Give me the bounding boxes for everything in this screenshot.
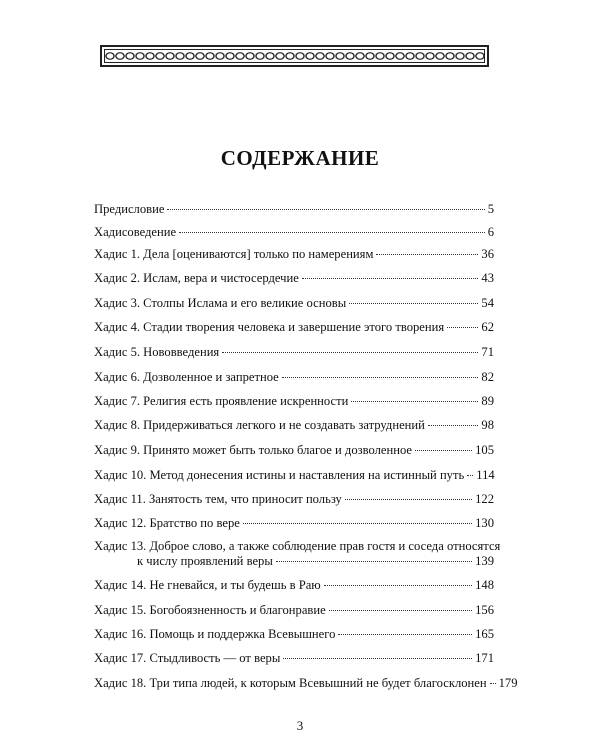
toc-entry-hadith-studies[interactable] (94, 225, 494, 240)
dot-leader (282, 377, 479, 378)
toc-entry-hadith-3[interactable] (94, 296, 494, 311)
toc-entry-title: Хадис 4. Стадии творения человека и завершение этого творения (94, 320, 445, 334)
toc-entry-hadith-5[interactable] (94, 345, 494, 360)
toc-entry-title: Хадис 1. Дела [оцениваются] только по намерениям (94, 247, 374, 261)
toc-entry-page: 179 (498, 676, 518, 690)
dot-leader (324, 585, 472, 586)
toc-entry-page: 98 (481, 418, 494, 432)
dot-leader (351, 401, 478, 402)
toc-entry-page: 89 (481, 394, 494, 408)
toc-entry-title: Хадис 9. Принято может быть только благое и дозволенное (94, 443, 412, 457)
toc-entry-title: Хадис 8. Придерживаться легкого и не создавать затруднений (94, 418, 425, 432)
toc-entry-hadith-13[interactable] (94, 539, 501, 569)
toc-entry-page: 43 (481, 271, 494, 285)
toc-entry-title-line2: к числу проявлений веры (137, 554, 273, 568)
toc-entry-title: Хадис 14. Не гневайся, и ты будешь в Раю (94, 578, 321, 592)
toc-entry-hadith-18[interactable] (94, 676, 518, 691)
toc-entry-page: 71 (481, 345, 494, 359)
toc-entry-title: Хадис 11. Занятость тем, что приносит пользу (94, 492, 342, 506)
dot-leader (490, 683, 496, 684)
toc-entry-title: Предисловие (94, 202, 165, 216)
toc-entry-hadith-1[interactable] (94, 247, 494, 262)
toc-entry-hadith-9[interactable] (94, 443, 494, 458)
dot-leader (376, 254, 478, 255)
dot-leader (167, 209, 484, 210)
toc-entry-hadith-17[interactable] (94, 651, 494, 666)
toc-entry-hadith-15[interactable] (94, 603, 494, 618)
toc-entry-hadith-6[interactable] (94, 370, 494, 385)
toc-entry-hadith-2[interactable] (94, 271, 494, 286)
toc-entry-hadith-10[interactable] (94, 468, 494, 483)
toc-entry-page: 139 (475, 554, 494, 568)
toc-entry-title: Хадис 15. Богобоязненность и благонравие (94, 603, 326, 617)
toc-entry-page: 122 (475, 492, 494, 506)
toc-entry-hadith-12[interactable] (94, 516, 494, 531)
dot-leader (415, 450, 472, 451)
ornament-pattern (104, 49, 485, 63)
toc-entry-title-line1: Хадис 13. Доброе слово, а также соблюдение прав гостя и соседа относятся (94, 539, 501, 553)
dot-leader (345, 499, 472, 500)
toc-entry-page: 82 (481, 370, 494, 384)
dot-leader (302, 278, 479, 279)
dot-leader (179, 232, 485, 233)
toc-entry-page: 36 (481, 247, 494, 261)
dot-leader (349, 303, 478, 304)
toc-entry-hadith-4[interactable] (94, 320, 494, 335)
toc-entry-title: Хадис 17. Стыдливость — от веры (94, 651, 281, 665)
toc-entry-hadith-14[interactable] (94, 578, 494, 593)
dot-leader (222, 352, 478, 353)
toc-entry-title: Хадис 16. Помощь и поддержка Всевышнего (94, 627, 336, 641)
toc-entry-page: 171 (475, 651, 494, 665)
toc-entry-title: Хадис 7. Религия есть проявление искренности (94, 394, 349, 408)
toc-entry-page: 114 (476, 468, 495, 482)
toc-entry-title: Хадис 3. Столпы Ислама и его великие основы (94, 296, 347, 310)
toc-entry-page: 130 (475, 516, 494, 530)
toc-entry-hadith-7[interactable] (94, 394, 494, 409)
toc-entry-page: 62 (481, 320, 494, 334)
toc-entry-title: Хадис 2. Ислам, вера и чистосердечие (94, 271, 299, 285)
toc-entry-preface[interactable] (94, 202, 494, 217)
toc-entry-page: 54 (481, 296, 494, 310)
dot-leader (467, 475, 473, 476)
toc-entry-hadith-11[interactable] (94, 492, 494, 507)
toc-entry-page: 165 (475, 627, 494, 641)
toc-entry-title: Хадис 6. Дозволенное и запретное (94, 370, 279, 384)
dot-leader (276, 561, 472, 562)
decorative-header-ornament (100, 45, 489, 67)
toc-entry-hadith-16[interactable] (94, 627, 494, 642)
toc-entry-title: Хадисоведение (94, 225, 177, 239)
toc-entry-title: Хадис 18. Три типа людей, к которым Всевышний не будет благосклонен (94, 676, 487, 690)
toc-entry-page: 105 (475, 443, 494, 457)
page-number: 3 (296, 718, 304, 733)
toc-entry-page: 156 (475, 603, 494, 617)
toc-entry-page: 148 (475, 578, 494, 592)
dot-leader (338, 634, 472, 635)
dot-leader (243, 523, 472, 524)
toc-entry-page: 6 (487, 225, 494, 239)
toc-entry-hadith-8[interactable] (94, 418, 494, 433)
toc-entry-title: Хадис 5. Нововведения (94, 345, 220, 359)
dot-leader (447, 327, 478, 328)
dot-leader (329, 610, 472, 611)
dot-leader (428, 425, 479, 426)
toc-entry-page: 5 (487, 202, 494, 216)
toc-entry-title: Хадис 12. Братство по вере (94, 516, 240, 530)
page-title: СОДЕРЖАНИЕ (220, 146, 380, 170)
toc-entry-title: Хадис 10. Метод донесения истины и наставления на истинный путь (94, 468, 465, 482)
dot-leader (283, 658, 472, 659)
